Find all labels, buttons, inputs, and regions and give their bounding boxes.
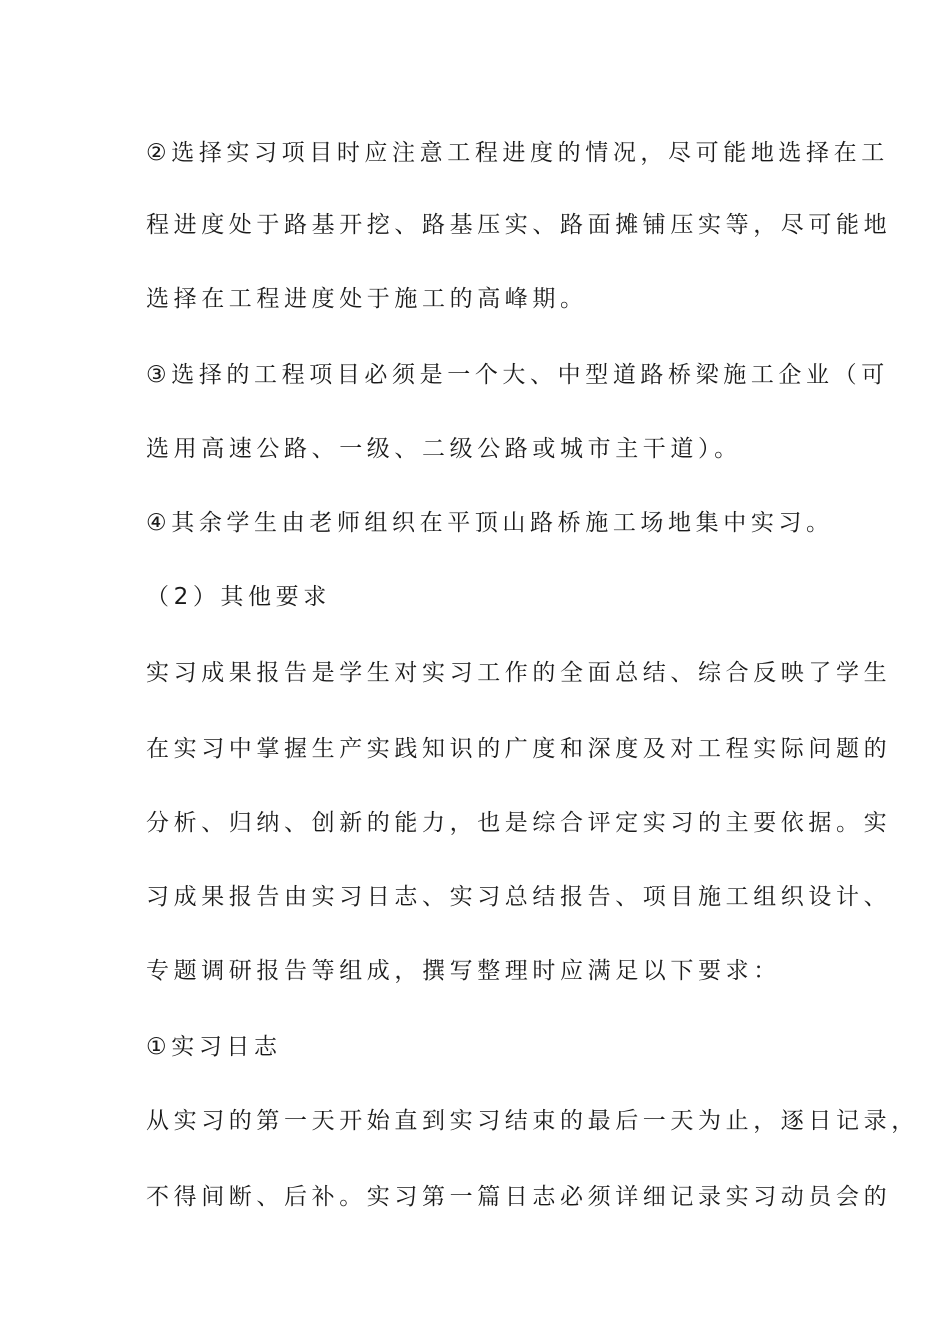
section-heading: （2）其他要求 <box>146 584 331 610</box>
text-line-6: ④其余学生由老师组织在平顶山路桥施工场地集中实习。 <box>146 510 834 536</box>
text-line-3: 选择在工程进度处于施工的高峰期。 <box>146 286 588 312</box>
text-line-15: 不得间断、后补。实习第一篇日志必须详细记录实习动员会的 <box>146 1184 892 1210</box>
text-line-4: ③选择的工程项目必须是一个大、中型道路桥梁施工企业（可 <box>146 362 889 388</box>
text-line-2: 程进度处于路基开挖、路基压实、路面摊铺压实等，尽可能地 <box>146 212 892 238</box>
text-line-11: 习成果报告由实习日志、实习总结报告、项目施工组织设计、 <box>146 884 892 910</box>
text-line-12: 专题调研报告等组成，撰写整理时应满足以下要求： <box>146 958 781 984</box>
text-line-8: 实习成果报告是学生对实习工作的全面总结、综合反映了学生 <box>146 660 892 686</box>
text-line-9: 在实习中掌握生产实践知识的广度和深度及对工程实际问题的 <box>146 736 892 762</box>
text-line-14: 从实习的第一天开始直到实习结束的最后一天为止，逐日记录， <box>146 1108 919 1134</box>
text-line-5: 选用高速公路、一级、二级公路或城市主干道）。 <box>146 436 742 462</box>
subsection-heading: ①实习日志 <box>146 1034 282 1060</box>
text-line-1: ②选择实习项目时应注意工程进度的情况，尽可能地选择在工 <box>146 140 889 166</box>
text-line-10: 分析、归纳、创新的能力，也是综合评定实习的主要依据。实 <box>146 810 892 836</box>
